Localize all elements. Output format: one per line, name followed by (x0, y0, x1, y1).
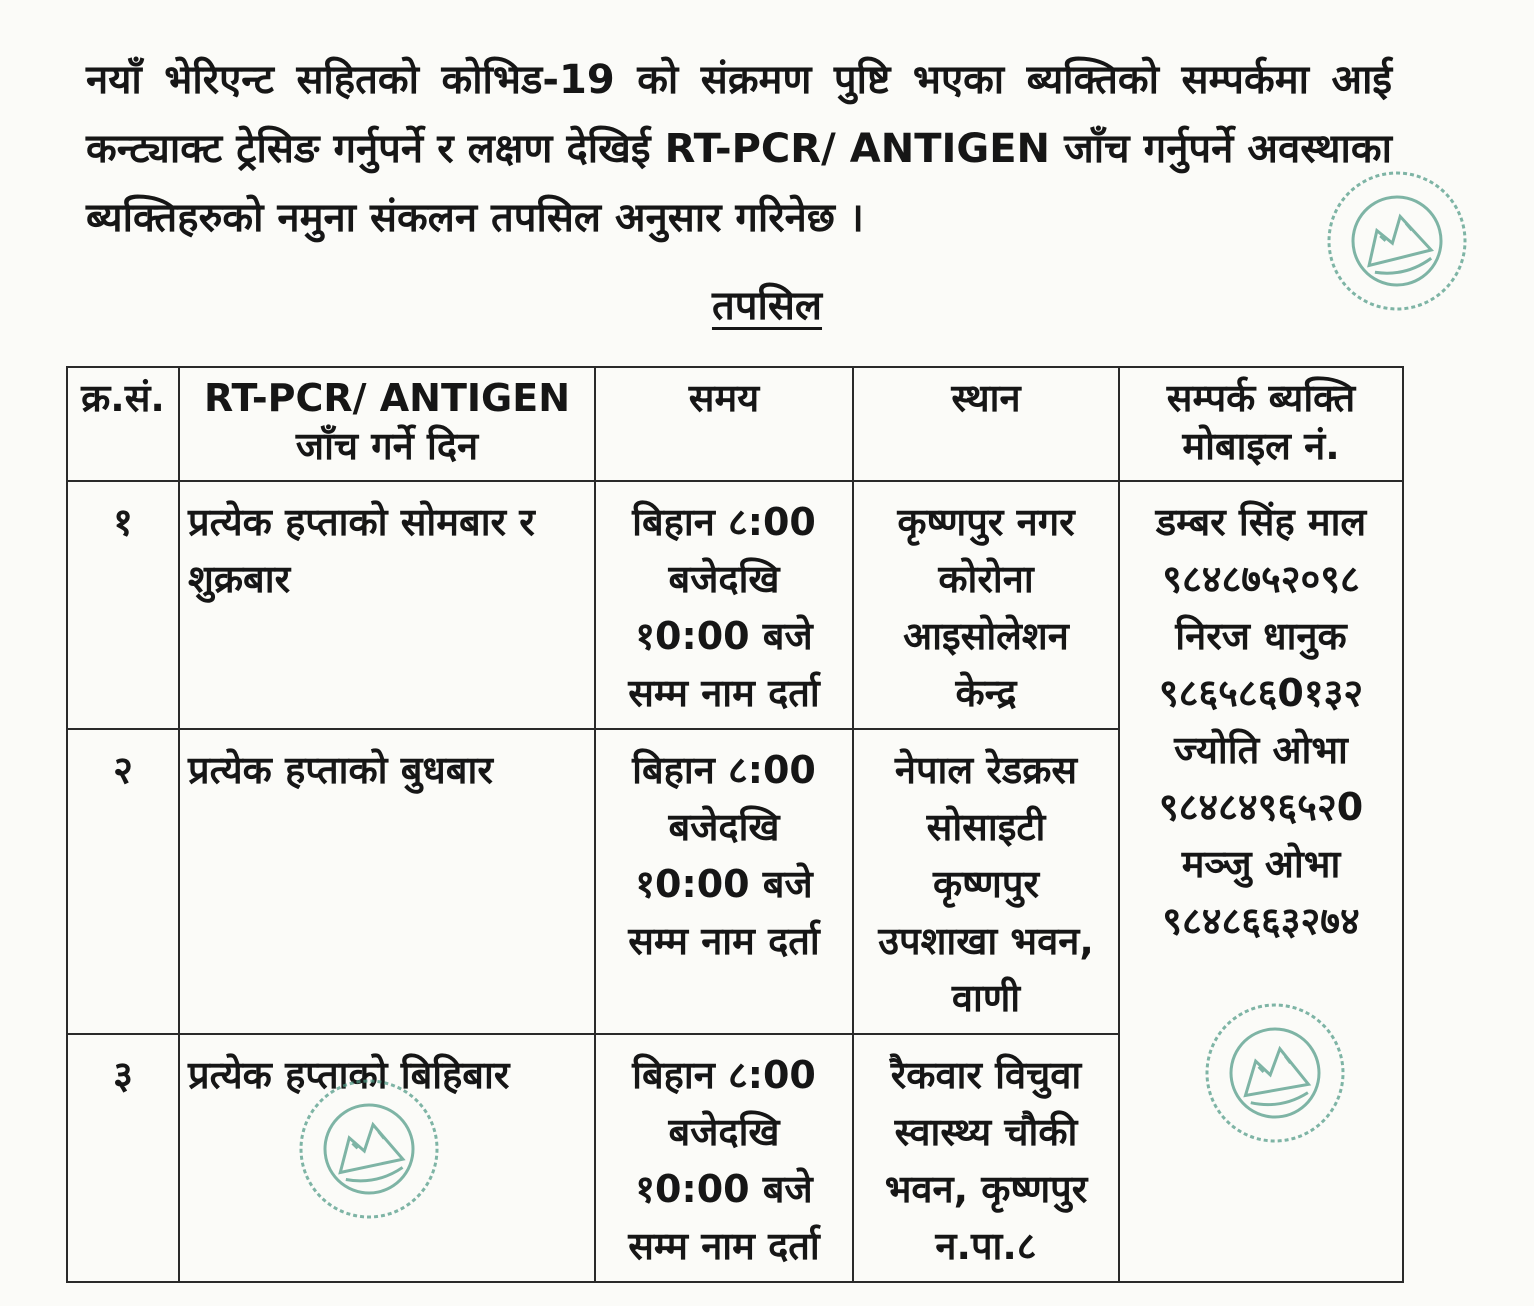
time-line: बजेदखि (668, 1110, 780, 1154)
row-sn: ३ (67, 1034, 179, 1282)
place-line: आइसोलेशन (903, 614, 1069, 658)
time-line: १0:00 बजे (635, 862, 813, 906)
table-row (67, 481, 1403, 729)
header-contact-line1: सम्पर्क ब्यक्ति (1166, 376, 1356, 420)
intro-paragraph: नयाँ भेरिएन्ट सहितको कोभिड-19 को संक्रमण पुष्टि भएका ब्यक्तिको सम्पर्कमा आई कन्ट्याक्ट ट्रेसिङ गर्नुपर्ने र लक्षण देखिई RT-PCR/ ANTIGEN जाँच गर्नुपर्ने अवस्थाका ब्यक्तिहरुको नमुना संकलन तपसिल अनुसार गरिनेछ । (86, 57, 1392, 241)
row-place (853, 729, 1119, 1034)
time-line: बजेदखि (668, 557, 780, 601)
place-line: सोसाइटी (926, 805, 1046, 849)
place-line: कृष्णपुर (932, 862, 1040, 906)
header-time: समय (595, 367, 853, 481)
section-heading-text: तपसिल (711, 283, 823, 329)
place-line: उपशाखा भवन, (878, 919, 1094, 963)
contact-phone: ९८४८७५२०९८ (1162, 557, 1360, 601)
contact-phone: ९८४८६६३२७४ (1162, 899, 1360, 943)
header-test-day-line2: जाँच गर्ने दिन (295, 424, 479, 468)
place-line: नेपाल रेडक्रस (894, 748, 1078, 792)
header-place: स्थान (853, 367, 1119, 481)
contact-cell (1119, 481, 1403, 1282)
time-line: सम्म नाम दर्ता (628, 671, 820, 715)
time-line: बजेदखि (668, 805, 780, 849)
schedule-table (66, 366, 1404, 1283)
header-row (67, 367, 1403, 481)
time-line: १0:00 बजे (635, 614, 813, 658)
header-sn: क्र.सं. (67, 367, 179, 481)
time-line: सम्म नाम दर्ता (628, 1224, 820, 1268)
row-test-day: प्रत्येक हप्ताको बुधबार (179, 729, 595, 1034)
time-line: बिहान ८:00 (632, 1053, 816, 1097)
time-line: सम्म नाम दर्ता (628, 919, 820, 963)
header-test-day-line1: RT-PCR/ ANTIGEN (204, 376, 570, 420)
place-line: भवन, कृष्णपुर (884, 1167, 1088, 1211)
section-heading (0, 276, 1534, 331)
place-line: स्वास्थ्य चौकी (894, 1110, 1078, 1154)
contact-name: मञ्जु ओभा (1181, 842, 1341, 886)
contact-phone: ९८६५८६0१३२ (1158, 671, 1364, 715)
contact-phone: ९८४८४९६५२0 (1158, 785, 1364, 829)
contact-name: निरज धानुक (1175, 614, 1347, 658)
place-line: न.पा.८ (935, 1224, 1037, 1268)
place-line: केन्द्र (955, 671, 1017, 715)
time-line: बिहान ८:00 (632, 748, 816, 792)
time-line: १0:00 बजे (635, 1167, 813, 1211)
contact-name: ज्योति ओभा (1174, 728, 1348, 772)
place-line: कृष्णपुर नगर (897, 500, 1075, 544)
row-time (595, 1034, 853, 1282)
place-line: कोरोना (938, 557, 1034, 601)
place-line: वाणी (951, 976, 1021, 1020)
contact-name: डम्बर सिंह माल (1155, 500, 1367, 544)
row-place (853, 481, 1119, 729)
row-sn: १ (67, 481, 179, 729)
row-time (595, 481, 853, 729)
row-test-day: प्रत्येक हप्ताको सोमबार र शुक्रबार (179, 481, 595, 729)
time-line: बिहान ८:00 (632, 500, 816, 544)
row-sn: २ (67, 729, 179, 1034)
header-contact (1119, 367, 1403, 481)
row-test-day: प्रत्येक हप्ताको बिहिबार (179, 1034, 595, 1282)
header-test-day (179, 367, 595, 481)
row-time (595, 729, 853, 1034)
header-contact-line2: मोबाइल नं. (1182, 424, 1340, 468)
place-line: रैकवार विचुवा (890, 1053, 1082, 1097)
row-place (853, 1034, 1119, 1282)
